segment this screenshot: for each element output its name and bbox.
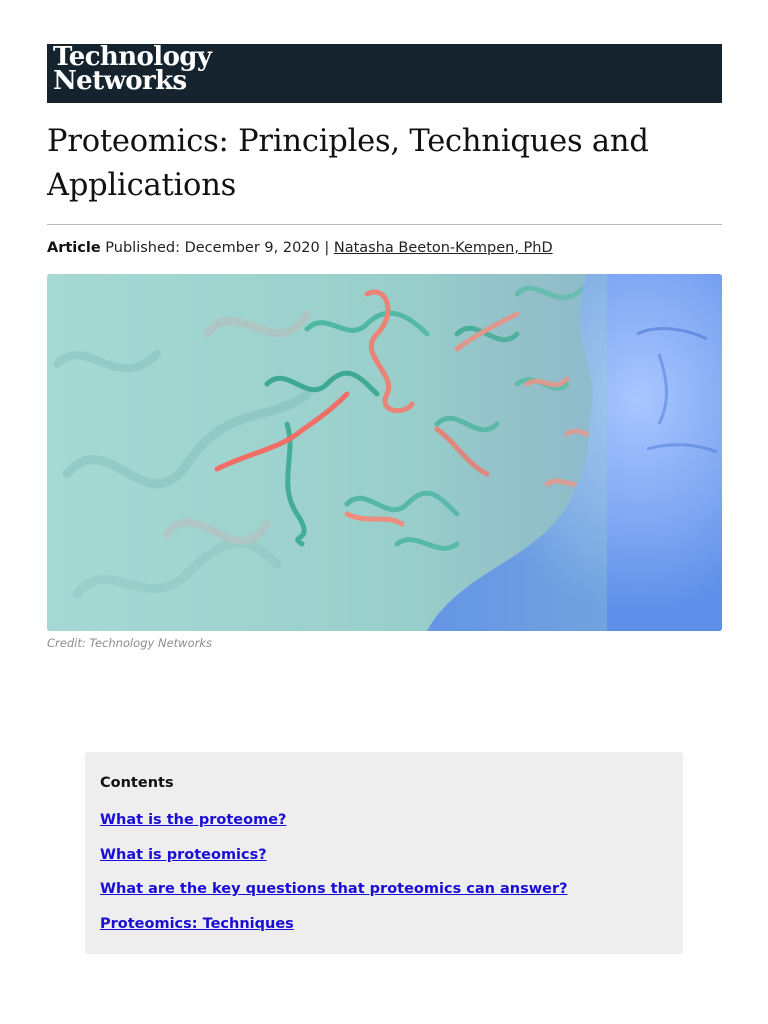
toc-link-techniques[interactable]: Proteomics: Techniques <box>100 915 294 932</box>
logo-line-2: Networks <box>53 66 187 96</box>
article-type: Article <box>47 240 101 256</box>
toc-item <box>100 844 568 879</box>
logo-line-1: Technology <box>53 42 212 72</box>
protein-face-illustration <box>47 274 722 631</box>
hero-image <box>47 274 722 631</box>
site-logo[interactable] <box>53 42 212 96</box>
image-credit: Credit: Technology Networks <box>47 636 212 650</box>
article-byline <box>47 238 553 258</box>
author-link[interactable]: Natasha Beeton-Kempen, PhD <box>333 240 553 256</box>
toc-link-proteomics[interactable]: What is proteomics? <box>100 846 267 863</box>
byline-separator: | <box>324 240 330 256</box>
published-date: Published: December 9, 2020 <box>105 240 320 256</box>
toc-link-key-questions[interactable]: What are the key questions that proteomics can answer? <box>100 881 568 897</box>
toc-item <box>100 913 568 948</box>
toc-list <box>100 809 568 947</box>
toc-link-proteome[interactable]: What is the proteome? <box>100 812 287 828</box>
toc-item <box>100 878 568 913</box>
toc-item <box>100 809 568 844</box>
toc-heading: Contents <box>100 775 174 791</box>
title-divider <box>47 224 722 225</box>
article-title: Proteomics: Principles, Techniques and Applications <box>47 124 649 203</box>
site-header <box>47 44 722 103</box>
table-of-contents <box>85 752 683 954</box>
